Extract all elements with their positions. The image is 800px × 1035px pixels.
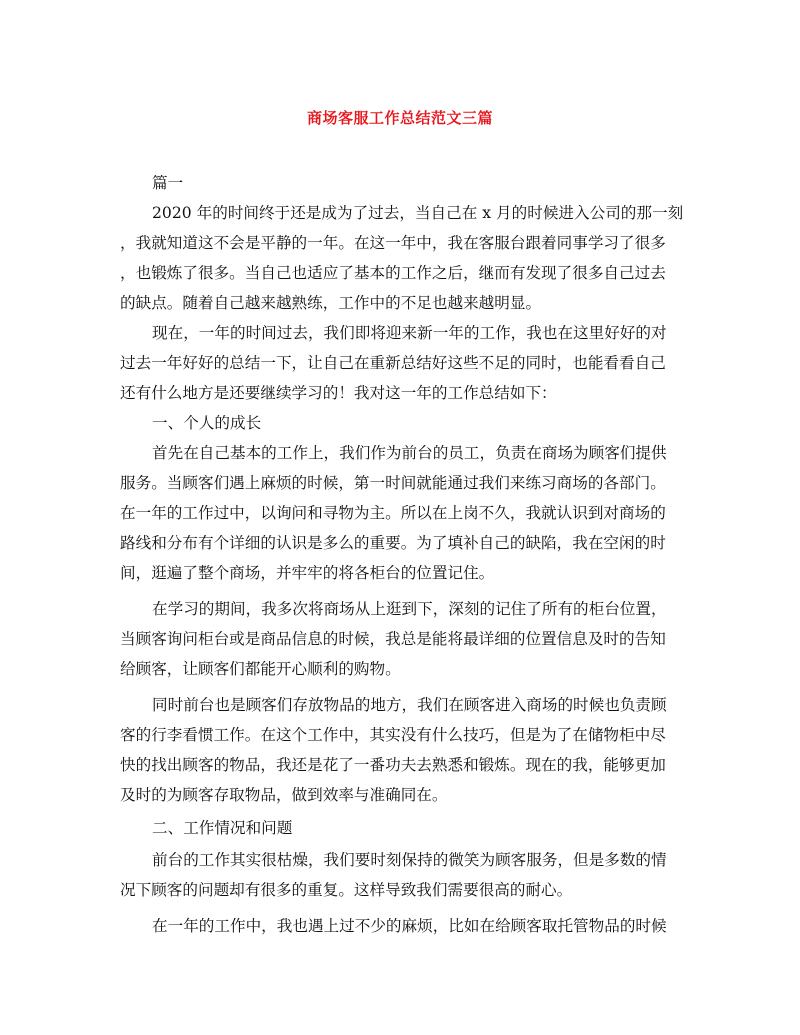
paragraph-line: 同时前台也是顾客们存放物品的地方，我们在顾客进入商场的时候也负责顾 [152, 696, 667, 714]
paragraph-line: 前台的工作其实很枯燥，我们要时刻保持的微笑为顾客服务，但是多数的情 [152, 851, 667, 869]
paragraph-line: 还有什么地方是还要继续学习的！我对这一年的工作总结如下： [120, 384, 557, 402]
paragraph-line: 快的找出顾客的物品，我还是花了一番功夫去熟悉和锻炼。现在的我，能够更加 [120, 756, 666, 774]
section-heading: 篇一 [152, 174, 184, 192]
paragraph-line: 当顾客询问柜台或是商品信息的时候，我总是能将最详细的位置信息及时的告知 [120, 630, 666, 648]
paragraph-line: 在一年的工作中，我也遇上过不少的麻烦，比如在给顾客取托管物品的时候 [152, 917, 667, 935]
paragraph-line: 及时的为顾客存取物品，做到效率与准确同在。 [120, 786, 448, 804]
paragraph-line: 首先在自己基本的工作上，我们作为前台的员工，负责在商场为顾客们提供 [152, 444, 667, 462]
section-heading: 二、工作情况和问题 [152, 819, 293, 837]
paragraph-line: 过去一年好好的总结一下，让自己在重新总结好这些不足的同时，也能看看自己 [120, 354, 666, 372]
paragraph-line: 间，逛遍了整个商场，并牢牢的将各柜台的位置记住。 [120, 564, 495, 582]
paragraph-line: 客的行李看惯工作。在这个工作中，其实没有什么技巧，但是为了在储物柜中尽 [120, 726, 666, 744]
paragraph-line: ，也锻炼了很多。当自己也适应了基本的工作之后，继而有发现了很多自己过去 [120, 264, 666, 282]
paragraph-line: 在一年的工作过中，以询问和寻物为主。所以在上岗不久，我就认识到对商场的 [120, 504, 666, 522]
paragraph-line: 现在，一年的时间过去，我们即将迎来新一年的工作，我也在这里好好的对 [152, 324, 667, 342]
paragraph-line: 况下顾客的问题却有很多的重复。这样导致我们需要很高的耐心。 [120, 881, 573, 899]
paragraph-line: 给顾客，让顾客们都能开心顺利的购物。 [120, 660, 401, 678]
paragraph-line: ，我就知道这不会是平静的一年。在这一年中，我在客服台跟着同事学习了很多 [120, 234, 666, 252]
paragraph-line: 服务。当顾客们遇上麻烦的时候，第一时间就能通过我们来练习商场的各部门。 [120, 474, 666, 492]
paragraph-line: 的缺点。随着自己越来越熟练，工作中的不足也越来越明显。 [120, 294, 542, 312]
paragraph-line: 在学习的期间，我多次将商场从上逛到下，深刻的记住了所有的柜台位置， [152, 600, 667, 618]
paragraph-line: 2020 年的时间终于还是成为了过去，当自己在 x 月的时候进入公司的那一刻 [152, 204, 684, 222]
section-heading: 一、个人的成长 [152, 414, 262, 432]
document-title: 商场客服工作总结范文三篇 [306, 109, 493, 127]
paragraph-line: 路线和分布有个详细的认识是多么的重要。为了填补自己的缺陷，我在空闲的时 [120, 534, 666, 552]
